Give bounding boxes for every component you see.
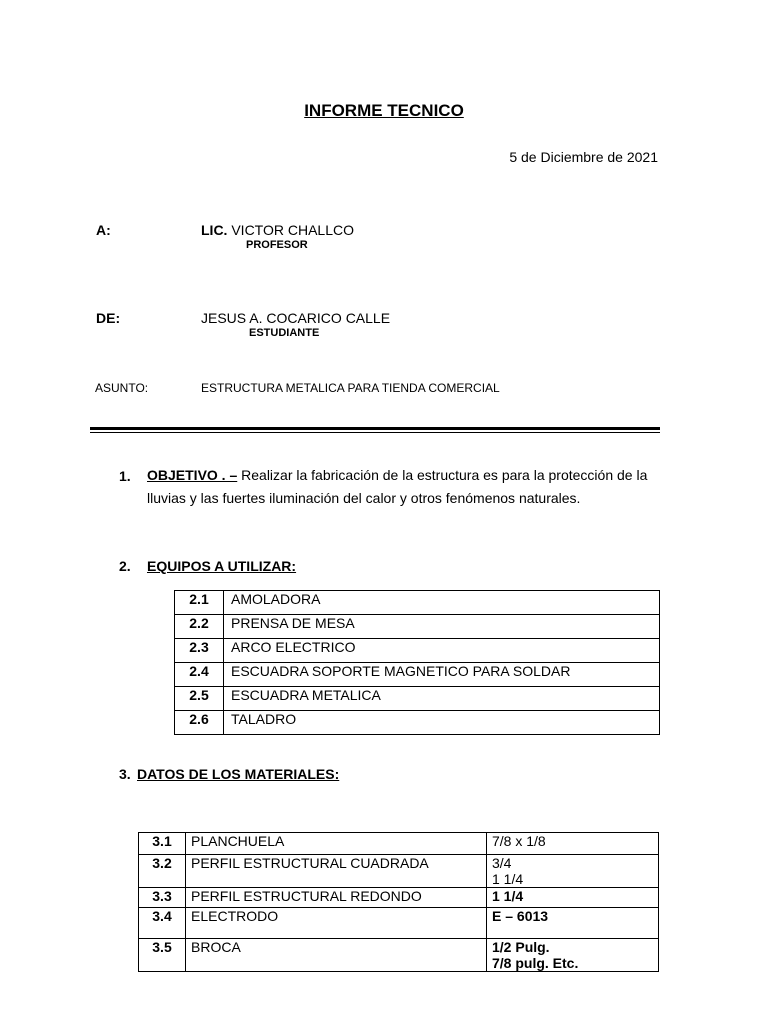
material-number: 3.4: [139, 908, 186, 939]
to-prefix: LIC.: [201, 222, 228, 238]
equipment-number: 2.2: [175, 615, 224, 639]
material-number: 3.2: [139, 855, 186, 888]
table-row: [139, 908, 659, 939]
equipment-number: 2.6: [175, 711, 224, 735]
section1-line1: Realizar la fabricación de la estructura es para la protección de la: [237, 467, 648, 483]
material-number: 3.3: [139, 888, 186, 908]
header-divider-thin: [90, 432, 660, 433]
section2-title: EQUIPOS A UTILIZAR:: [147, 558, 297, 574]
material-spec: [487, 939, 659, 972]
table-row: [139, 833, 659, 855]
equipment-name: PRENSA DE MESA: [224, 615, 660, 639]
table-row: [175, 711, 660, 735]
equipment-name: ARCO ELECTRICO: [224, 639, 660, 663]
material-spec-line: 7/8 x 1/8: [492, 833, 546, 849]
material-number: 3.1: [139, 833, 186, 855]
table-row: [175, 591, 660, 615]
material-spec-line: 1/2 Pulg.: [492, 939, 550, 955]
equipment-number: 2.3: [175, 639, 224, 663]
section2-number: 2.: [119, 558, 131, 574]
subject-label: ASUNTO:: [95, 381, 149, 395]
subject-text: ESTRUCTURA METALICA PARA TIENDA COMERCIAL: [201, 381, 500, 395]
equipment-number: 2.5: [175, 687, 224, 711]
material-spec-line: 1 1/4: [492, 871, 524, 887]
material-spec: [487, 855, 659, 888]
table-row: [175, 639, 660, 663]
equipment-name: AMOLADORA: [224, 591, 660, 615]
to-recipient: [201, 222, 354, 238]
section3-number: 3.: [119, 766, 131, 782]
material-spec-line: 3/4: [492, 855, 512, 871]
section1-title: OBJETIVO . –: [147, 467, 238, 483]
from-label: DE:: [96, 310, 121, 326]
to-name: VICTOR CHALLCO: [227, 222, 354, 238]
to-label: A:: [96, 222, 111, 238]
material-spec: [487, 908, 659, 939]
material-name: PERFIL ESTRUCTURAL CUADRADA: [186, 855, 487, 888]
material-spec-line: E – 6013: [492, 908, 549, 924]
equipment-name: ESCUADRA METALICA: [224, 687, 660, 711]
section1-number: 1.: [119, 468, 131, 484]
material-spec-line: 7/8 pulg. Etc.: [492, 955, 579, 971]
table-row: [139, 855, 659, 888]
equipment-table: [174, 590, 660, 735]
from-name: JESUS A. COCARICO CALLE: [201, 310, 391, 326]
header-divider-thick: [90, 427, 660, 430]
section1-line2: lluvias y las fuertes iluminación del calor y otros fenómenos naturales.: [147, 490, 581, 506]
material-name: ELECTRODO: [186, 908, 487, 939]
equipment-name: ESCUADRA SOPORTE MAGNETICO PARA SOLDAR: [224, 663, 660, 687]
document-date: 5 de Diciembre de 2021: [509, 149, 658, 165]
equipment-number: 2.4: [175, 663, 224, 687]
material-name: PLANCHUELA: [186, 833, 487, 855]
material-spec-line: 1 1/4: [492, 888, 524, 904]
material-name: BROCA: [186, 939, 487, 972]
section3-title: DATOS DE LOS MATERIALES:: [137, 766, 340, 782]
table-row: [175, 663, 660, 687]
materials-table: [138, 832, 659, 972]
material-spec: [487, 833, 659, 855]
material-number: 3.5: [139, 939, 186, 972]
equipment-name: TALADRO: [224, 711, 660, 735]
equipment-number: 2.1: [175, 591, 224, 615]
material-name: PERFIL ESTRUCTURAL REDONDO: [186, 888, 487, 908]
document-title: INFORME TECNICO: [304, 101, 464, 120]
table-row: [175, 687, 660, 711]
section1-paragraph: [147, 464, 667, 510]
from-role: ESTUDIANTE: [249, 327, 320, 339]
to-role: PROFESOR: [246, 239, 308, 251]
table-row: [139, 939, 659, 972]
table-row: [175, 615, 660, 639]
material-spec: [487, 888, 659, 908]
table-row: [139, 888, 659, 908]
